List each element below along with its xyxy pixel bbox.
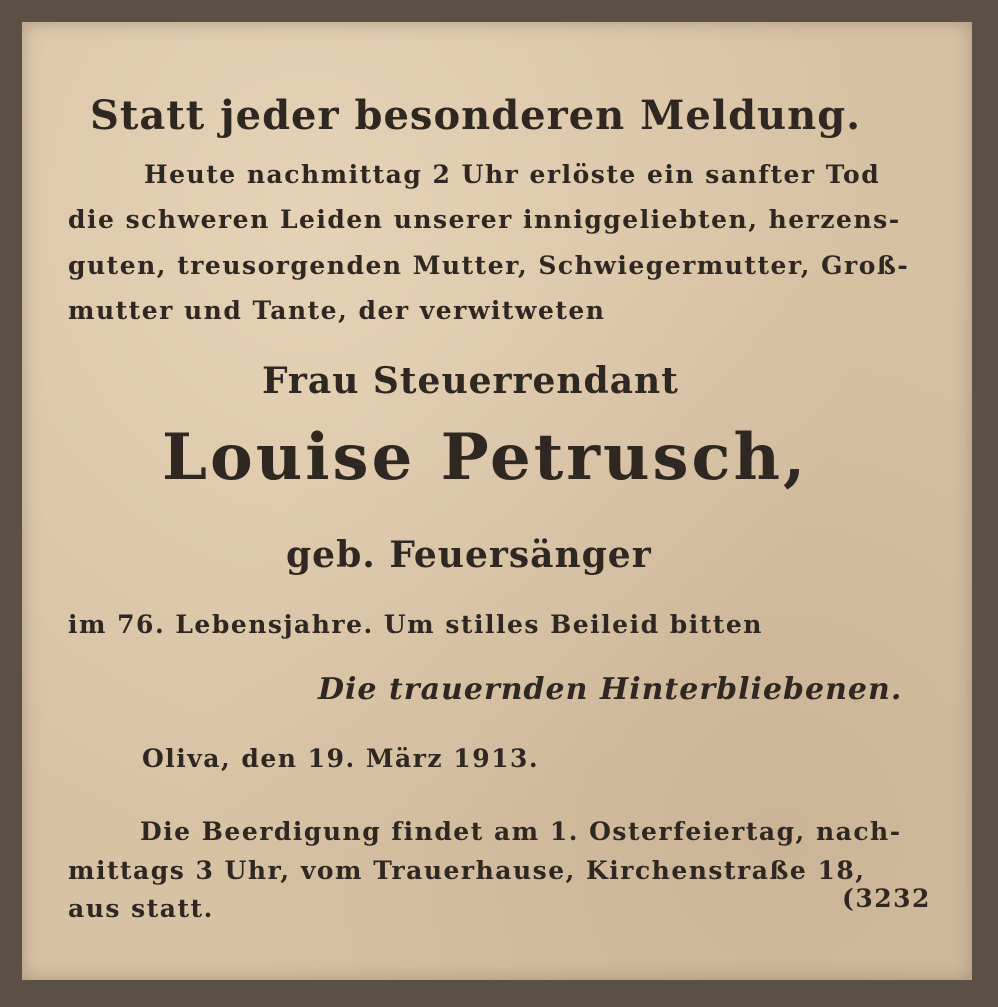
intro-line-2: die schweren Leiden unserer inniggeliebten, herzens- [68,205,901,234]
intro-line-4: mutter und Tante, der verwitweten [68,296,606,325]
funeral-line-1: Die Beerdigung findet am 1. Osterfeiertag, nach- [140,817,902,846]
notice-headline: Statt jeder besonderen Meldung. [90,92,862,139]
obituary-notice [22,22,972,980]
age-line: im 76. Lebensjahre. Um stilles Beileid bitten [68,610,763,639]
intro-line-1: Heute nachmittag 2 Uhr erlöste ein sanfter Tod [144,160,881,189]
place-date-line: Oliva, den 19. März 1913. [142,744,540,773]
deceased-title: Frau Steuerrendant [262,360,679,402]
deceased-name: Louise Petrusch, [162,420,809,495]
intro-line-3: guten, treusorgenden Mutter, Schwiegermutter, Groß- [68,251,910,280]
ad-number: (3232 [842,884,931,913]
maiden-name: geb. Feuersänger [286,534,652,576]
signoff-line: Die trauernden Hinterbliebenen. [318,672,903,707]
funeral-line-2: mittags 3 Uhr, vom Trauerhause, Kirchenstraße 18, [68,856,866,885]
funeral-line-3: aus statt. [68,894,214,923]
